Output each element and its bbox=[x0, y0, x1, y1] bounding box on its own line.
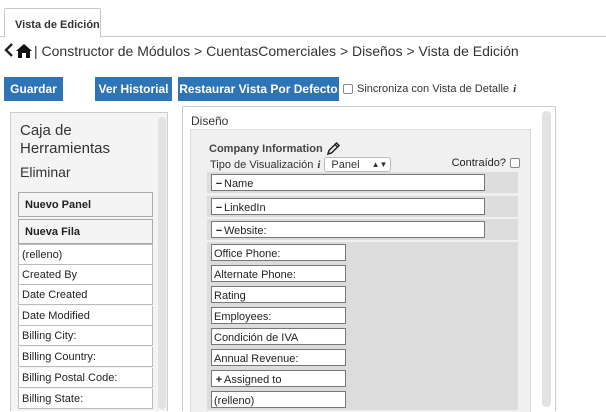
field-iva-condition[interactable]: Condición de IVA bbox=[211, 328, 346, 345]
field-name[interactable]: − Name bbox=[211, 174, 485, 191]
collapsed-checkbox[interactable] bbox=[510, 158, 520, 168]
save-button[interactable]: Guardar bbox=[4, 77, 63, 101]
panel-company-information[interactable] bbox=[190, 129, 531, 412]
layout-design-area bbox=[182, 106, 556, 411]
toolbox bbox=[10, 112, 168, 411]
toolbox-field[interactable]: (relleno) bbox=[18, 244, 153, 265]
pencil-edit-icon[interactable] bbox=[326, 141, 341, 156]
sync-detail-view bbox=[343, 83, 516, 95]
toolbox-field[interactable]: Billing Postal Code: bbox=[18, 368, 153, 388]
breadcrumb bbox=[4, 42, 519, 60]
delete-drop-zone[interactable]: Eliminar bbox=[20, 164, 71, 180]
select-arrows-icon: ▲▼ bbox=[371, 160, 388, 169]
collapsed-label: Contraído? bbox=[451, 157, 506, 169]
toolbox-scrollbar[interactable] bbox=[158, 117, 166, 409]
tab-edit-view[interactable]: Vista de Edición bbox=[4, 8, 101, 38]
sync-checkbox[interactable] bbox=[343, 84, 353, 94]
plus-icon[interactable]: + bbox=[215, 373, 223, 386]
toolbox-field[interactable]: Date Modified bbox=[18, 306, 153, 326]
display-type-row bbox=[210, 157, 391, 172]
breadcrumb-path[interactable]: | Constructor de Módulos > CuentasComerciales > Diseños > Vista de Edición bbox=[34, 43, 519, 59]
minus-icon[interactable]: − bbox=[215, 177, 223, 190]
sync-label: Sincroniza con Vista de Detalle bbox=[357, 83, 510, 95]
field-office-phone[interactable]: Office Phone: bbox=[211, 244, 346, 261]
design-scrollbar[interactable] bbox=[542, 111, 551, 407]
display-type-label: Tipo de Visualización bbox=[210, 158, 314, 171]
display-type-select[interactable]: Panel ▲▼ bbox=[324, 157, 391, 172]
back-chevron-icon[interactable] bbox=[4, 43, 16, 60]
restore-default-view-button[interactable]: Restaurar Vista Por Defecto bbox=[178, 77, 339, 101]
panel-title bbox=[209, 141, 341, 156]
field-annual-revenue[interactable]: Annual Revenue: bbox=[211, 349, 346, 366]
info-icon[interactable]: i bbox=[317, 158, 321, 171]
panel-title-text: Company Information bbox=[209, 142, 323, 155]
minus-icon[interactable]: − bbox=[215, 201, 223, 214]
field-filler[interactable]: (relleno) bbox=[211, 391, 346, 408]
toolbox-field[interactable]: Billing Country: bbox=[18, 347, 153, 367]
toolbox-field[interactable]: Date Created bbox=[18, 285, 153, 305]
field-website[interactable]: − Website: bbox=[211, 221, 485, 238]
field-assigned-to[interactable]: + Assigned to bbox=[211, 370, 346, 387]
home-icon[interactable] bbox=[16, 44, 32, 58]
toolbox-title: Caja de Herramientas bbox=[20, 122, 111, 157]
view-history-button[interactable]: Ver Historial bbox=[95, 77, 172, 101]
info-icon[interactable]: i bbox=[513, 83, 517, 95]
design-label: Diseño bbox=[191, 114, 229, 128]
tab-bar bbox=[0, 0, 606, 37]
new-row-item[interactable]: Nueva Fila bbox=[18, 219, 153, 244]
field-rating[interactable]: Rating bbox=[211, 286, 346, 303]
field-alternate-phone[interactable]: Alternate Phone: bbox=[211, 265, 346, 282]
toolbox-field[interactable]: Billing City: bbox=[18, 326, 153, 346]
toolbox-field[interactable]: Billing State: bbox=[18, 389, 153, 409]
field-employees[interactable]: Employees: bbox=[211, 307, 346, 324]
minus-icon[interactable]: − bbox=[215, 224, 223, 237]
field-linkedin[interactable]: − LinkedIn bbox=[211, 198, 485, 215]
collapsed-toggle bbox=[452, 157, 520, 169]
toolbox-field[interactable]: Created By bbox=[18, 265, 153, 285]
new-panel-item[interactable]: Nuevo Panel bbox=[18, 192, 153, 217]
